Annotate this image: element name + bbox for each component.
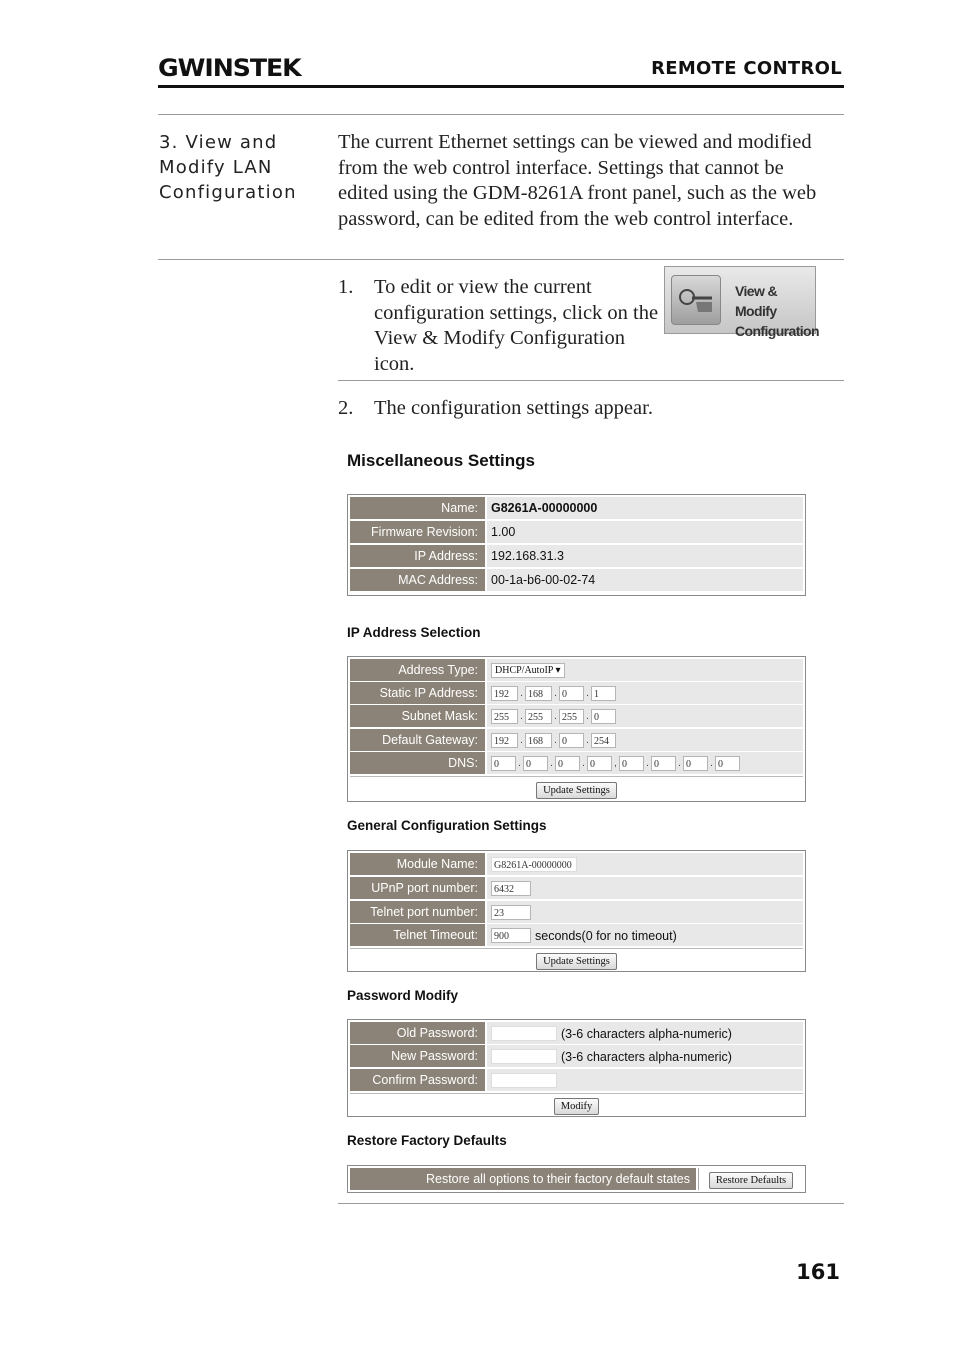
confirm-password-field[interactable] (491, 1073, 557, 1088)
row-label: Subnet Mask: (350, 705, 485, 727)
gateway-octet-3[interactable]: 0 (559, 733, 584, 748)
restore-defaults-title: Restore Factory Defaults (347, 1133, 507, 1148)
static-ip-octet-3[interactable]: 0 (559, 686, 584, 701)
row-label: Confirm Password: (350, 1069, 485, 1091)
select-value: DHCP/AutoIP (495, 665, 553, 677)
table-row (350, 729, 803, 751)
modify-password-button[interactable]: Modify (554, 1098, 600, 1115)
update-ip-settings-button[interactable]: Update Settings (536, 782, 617, 799)
item-number: 2. (338, 397, 354, 419)
row-value (487, 1069, 803, 1091)
row-value (487, 659, 803, 681)
row-value (487, 1045, 803, 1067)
row-label: Default Gateway: (350, 729, 485, 751)
row-value: G8261A-00000000 (487, 497, 803, 519)
table-row (350, 569, 803, 591)
divider (158, 114, 844, 115)
misc-settings-table (347, 494, 806, 596)
item-text: The configuration settings appear. (374, 397, 653, 419)
telnet-port-field[interactable]: 23 (491, 905, 531, 920)
row-value: 192 . 168 . 0 . 254 (487, 729, 803, 751)
ip-selection-table (347, 656, 806, 802)
row-label: Telnet Timeout: (350, 924, 485, 946)
password-hint: (3-6 characters alpha-numeric) (561, 1049, 732, 1064)
static-ip-octet-2[interactable]: 168 (525, 686, 552, 701)
hand-pointer-icon (671, 275, 721, 325)
gwinstek-logo: GWINSTEK (158, 54, 301, 82)
table-row (350, 682, 803, 704)
button-row (350, 948, 803, 971)
old-password-field[interactable] (491, 1026, 557, 1041)
row-value (487, 924, 803, 946)
table-row (350, 545, 803, 567)
dns1-octet-3[interactable]: 0 (555, 756, 580, 771)
row-label: Firmware Revision: (350, 521, 485, 543)
dns2-octet-4[interactable]: 0 (715, 756, 740, 771)
upnp-port-field[interactable]: 6432 (491, 881, 531, 896)
row-label: Module Name: (350, 853, 485, 875)
table-row (350, 1022, 803, 1044)
divider (338, 380, 844, 381)
row-value: 1.00 (487, 521, 803, 543)
divider (338, 1203, 844, 1204)
table-row (350, 877, 803, 899)
dns2-octet-3[interactable]: 0 (683, 756, 708, 771)
row-value (487, 853, 803, 875)
step-heading: 3. View and Modify LAN Configuration (159, 132, 297, 203)
item-text: To edit or view the current configuration settings, click on the View & Modify Configuration icon. (374, 276, 659, 375)
dns1-octet-4[interactable]: 0 (587, 756, 612, 771)
row-value: 255 . 255 . 255 . 0 (487, 705, 803, 727)
subnet-mask-octet-4[interactable]: 0 (591, 709, 616, 724)
password-modify-title: Password Modify (347, 988, 459, 1003)
row-label: Name: (350, 497, 485, 519)
static-ip-octet-1[interactable]: 192 (491, 686, 518, 701)
restore-label: Restore all options to their factory default states (350, 1168, 696, 1190)
divider (158, 259, 844, 260)
dns1-octet-2[interactable]: 0 (523, 756, 548, 771)
address-type-select[interactable] (491, 663, 565, 678)
row-value: 00-1a-b6-00-02-74 (487, 569, 803, 591)
table-row (350, 1045, 803, 1067)
row-label: IP Address: (350, 545, 485, 567)
view-modify-configuration-icon[interactable] (664, 266, 819, 339)
table-row (350, 853, 803, 875)
row-value: 192.168.31.3 (487, 545, 803, 567)
subnet-mask-octet-3[interactable]: 255 (559, 709, 584, 724)
static-ip-octet-4[interactable]: 1 (591, 686, 616, 701)
chevron-down-icon: ▾ (555, 665, 561, 677)
gateway-octet-4[interactable]: 254 (591, 733, 616, 748)
row-label: Address Type: (350, 659, 485, 681)
dns2-octet-1[interactable]: 0 (619, 756, 644, 771)
general-config-table (347, 850, 806, 972)
table-row (350, 924, 803, 946)
update-general-settings-button[interactable]: Update Settings (536, 953, 617, 970)
row-value: 0 . 0 . 0 . 0 , 0 . 0 . 0 . 0 (487, 752, 803, 774)
item-number: 1. (338, 276, 354, 298)
subnet-mask-octet-1[interactable]: 255 (491, 709, 518, 724)
row-value (487, 877, 803, 899)
table-row (350, 659, 803, 681)
gateway-octet-1[interactable]: 192 (491, 733, 518, 748)
password-table (347, 1019, 806, 1117)
row-label: MAC Address: (350, 569, 485, 591)
table-row (350, 497, 803, 519)
restore-defaults-button[interactable]: Restore Defaults (709, 1172, 793, 1189)
table-row (350, 1069, 803, 1091)
button-row (350, 1093, 803, 1116)
dns2-octet-2[interactable]: 0 (651, 756, 676, 771)
subnet-mask-octet-2[interactable]: 255 (525, 709, 552, 724)
page-number: 161 (796, 1260, 840, 1284)
password-hint: (3-6 characters alpha-numeric) (561, 1026, 732, 1041)
gateway-octet-2[interactable]: 168 (525, 733, 552, 748)
row-label: Telnet port number: (350, 901, 485, 923)
restore-button-cell (698, 1168, 803, 1190)
timeout-note: seconds(0 for no timeout) (535, 928, 677, 943)
intro-paragraph: The current Ethernet settings can be viewed and modified from the web control interface. Settings that cannot be edited using the GDM-8261A front panel, such as the web password, can be edited from the web control interface. (338, 131, 817, 230)
row-label: DNS: (350, 752, 485, 774)
button-row (350, 776, 803, 801)
telnet-timeout-field[interactable]: 900 (491, 928, 531, 943)
header-rule (158, 85, 844, 88)
icon-label: View & Modify Configuration (735, 283, 819, 339)
row-label: Static IP Address: (350, 682, 485, 704)
row-value (487, 901, 803, 923)
module-name-field[interactable]: G8261A-00000000 (491, 857, 577, 872)
section-title: REMOTE CONTROL (651, 58, 842, 79)
row-label: UPnP port number: (350, 877, 485, 899)
dns1-octet-1[interactable]: 0 (491, 756, 516, 771)
ip-selection-title: IP Address Selection (347, 625, 481, 640)
table-row (350, 705, 803, 727)
general-config-title: General Configuration Settings (347, 818, 547, 833)
row-label: Old Password: (350, 1022, 485, 1044)
table-row (350, 901, 803, 923)
row-label: New Password: (350, 1045, 485, 1067)
new-password-field[interactable] (491, 1049, 557, 1064)
table-row (350, 521, 803, 543)
row-value: 192 . 168 . 0 . 1 (487, 682, 803, 704)
table-row (350, 752, 803, 774)
row-value (487, 1022, 803, 1044)
restore-defaults-table (347, 1165, 806, 1193)
misc-settings-title: Miscellaneous Settings (347, 451, 535, 470)
